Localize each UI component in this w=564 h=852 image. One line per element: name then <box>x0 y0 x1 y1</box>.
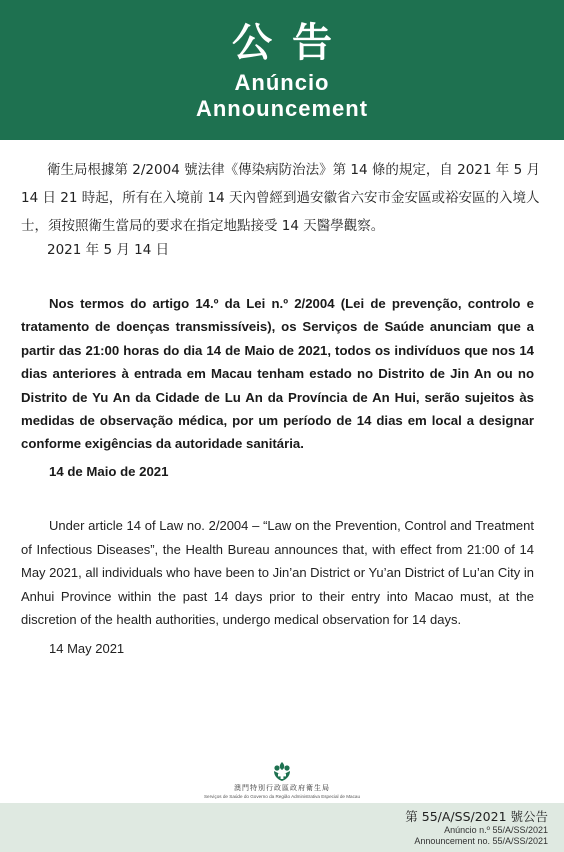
reference-number-chinese: 第 55/A/SS/2021 號公告 <box>405 809 548 824</box>
title-portuguese: Anúncio <box>234 70 330 95</box>
footer-reference-bar <box>0 803 564 852</box>
logo-name-portuguese: Serviços de Saúde do Governo da Região Administrativa Especial de Macau <box>203 794 361 799</box>
health-bureau-logo-icon <box>271 760 293 782</box>
english-announcement-text: Under article 14 of Law no. 2/2004 – “Law on the Prevention, Control and Treatment of Infectious Diseases”, the Health Bureau announces that, with effect from 21:00 of 14 May 2021, all individuals who have been to Jin’an District or Yu’an District of Lu’an City in Anhui Province within the past 14 days prior to their entry into Macao must, at the discretion of the health authorities, undergo medical observation for 14 days. <box>21 518 534 628</box>
portuguese-date: 14 de Maio de 2021 <box>49 464 169 479</box>
header-banner <box>0 0 564 140</box>
chinese-announcement-text: 衛生局根據第 2/2004 號法律《傳染病防治法》第 14 條的規定，自 2021 年 5 月 14 日 21 時起，所有在入境前 14 天內曾經到過安徽省六安市金安區或裕安區的入境人士，須按照衛生當局的要求在指定地點接受 14 天醫學觀察。 <box>21 162 540 234</box>
chinese-date: 2021 年 5 月 14 日 <box>47 242 170 258</box>
reference-number-english: Announcement no. 55/A/SS/2021 <box>414 836 548 846</box>
title-chinese: 公告 <box>232 20 352 66</box>
health-bureau-logo <box>0 760 564 800</box>
title-english: Announcement <box>195 96 369 121</box>
logo-name-chinese: 澳門特別行政區政府衛生局 <box>234 784 330 792</box>
portuguese-announcement-text: Nos termos do artigo 14.º da Lei n.º 2/2004 (Lei de prevenção, controlo e tratamento de doenças transmissíveis), os Serviços de Saúde anunciam que a partir das 21:00 horas do dia 14 de Maio de 2021, todos os indivíduos que nos 14 dias anteriores à entrada em Macau tenham estado no Distrito de Jin An ou no Distrito de Yu An da Cidade de Lu An da Província de An Hui, serão sujeitos às medidas de observação médica, por um período de 14 dias em local a designar conforme exigências da autoridade sanitária. <box>21 296 534 452</box>
english-date: 14 May 2021 <box>49 641 125 656</box>
reference-number-portuguese: Anúncio n.º 55/A/SS/2021 <box>444 825 548 835</box>
